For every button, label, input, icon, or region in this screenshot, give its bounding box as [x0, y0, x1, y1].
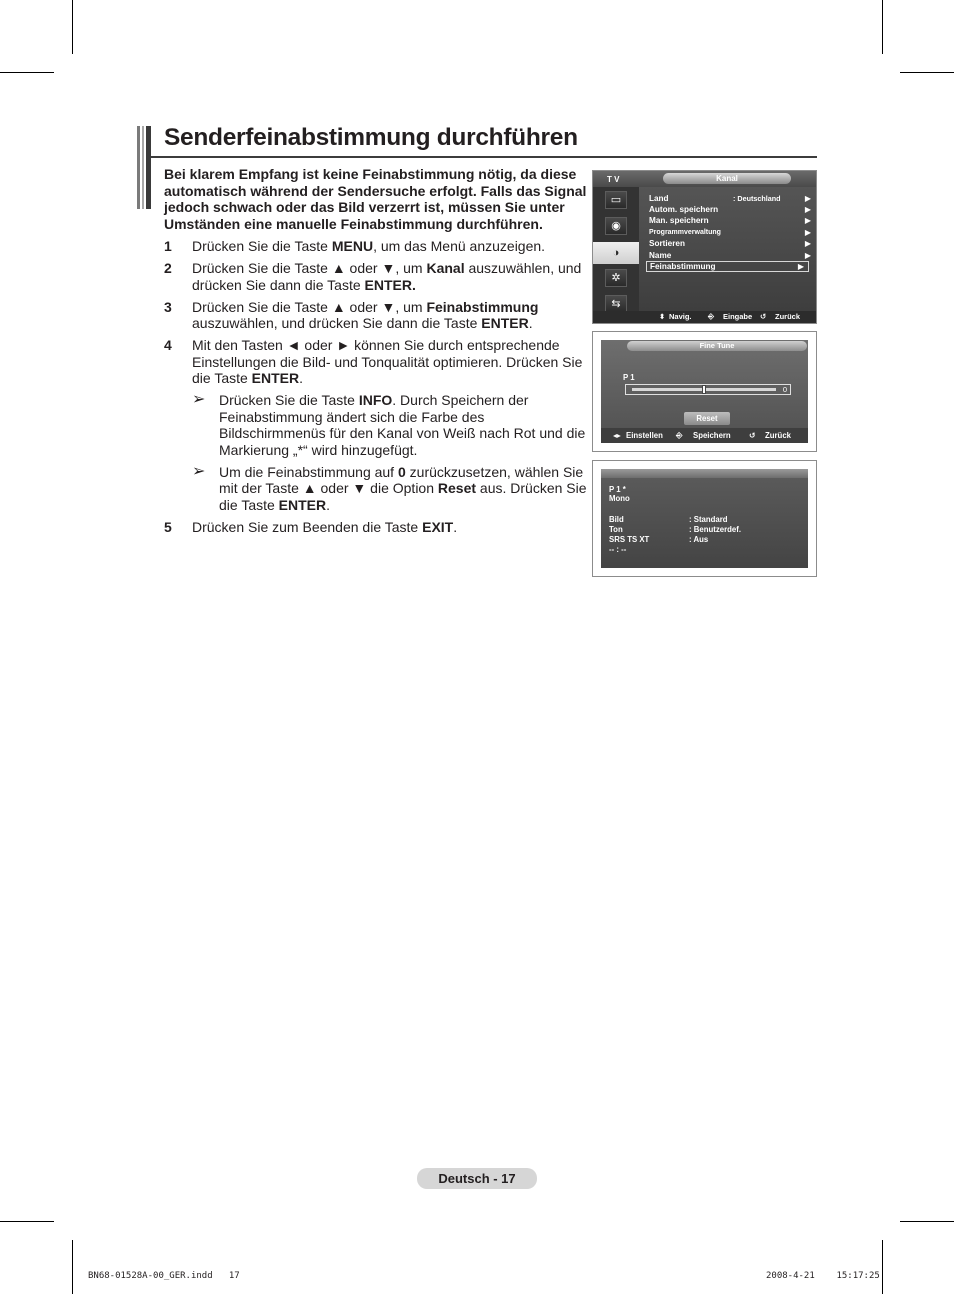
updown-icon: ⬍: [659, 312, 666, 321]
print-slug-date: 2008-4-21 15:17:25: [766, 1271, 880, 1281]
info-value-srs: : Aus: [689, 535, 709, 544]
arrow-right-icon: ▶: [804, 205, 811, 214]
arrow-right-icon: ▶: [804, 216, 811, 225]
osd-header: [593, 171, 816, 187]
channel-icon[interactable]: ◑: [593, 242, 639, 264]
osd-menu-title: Kanal: [663, 173, 791, 184]
osd-item-man-speichern[interactable]: Man. speichern ▶: [649, 216, 811, 225]
slider-value: 0: [782, 385, 787, 394]
osd-item-land[interactable]: Land : Deutschland ▶: [649, 194, 811, 203]
leftright-icon: ◂▸: [613, 431, 621, 440]
return-icon: ↺: [749, 431, 756, 440]
osd-footer: ◂▸ Einstellen ⎆ Speichern ↺ Zurück: [601, 428, 808, 443]
osd-item-feinabstimmung[interactable]: Feinabstimmung ▶: [646, 261, 809, 272]
arrow-right-icon: ▶: [804, 239, 811, 248]
osd-tv-label: T V: [607, 175, 620, 184]
osd-fine-tune: [592, 331, 817, 452]
osd-footer: ⬍ Navig. ⎆ Eingabe ↺ Zurück: [593, 311, 816, 323]
print-slug-file: BN68-01528A-00_GER.indd 17: [88, 1271, 240, 1281]
enter-icon: ⎆: [708, 312, 714, 321]
crop-mark: [72, 1240, 73, 1294]
return-icon: ↺: [760, 312, 767, 321]
info-label-ton: Ton: [609, 525, 623, 534]
note-arrow-icon: ➢: [192, 391, 206, 408]
picture-icon[interactable]: ▭: [605, 191, 627, 209]
arrow-right-icon: ▶: [804, 228, 811, 237]
osd-item-name[interactable]: Name ▶: [649, 251, 811, 260]
osd-item-sortieren[interactable]: Sortieren ▶: [649, 239, 811, 248]
crop-mark: [882, 1240, 883, 1294]
arrow-right-icon: ▶: [797, 262, 804, 271]
info-time: -- : --: [609, 545, 627, 554]
arrow-right-icon: ▶: [804, 251, 811, 260]
setup-icon[interactable]: ✲: [605, 269, 627, 287]
step-4: 4 Mit den Tasten ◄ oder ► können Sie durch entsprechende Einstellungen die Bild- und Tonqualität optimieren. Drücken Sie die Taste ENTER.: [164, 337, 583, 386]
osd-channel-menu: [592, 170, 817, 324]
osd-menu-list: [639, 187, 816, 311]
crop-mark: [900, 72, 954, 73]
input-icon[interactable]: ⇆: [605, 295, 627, 313]
osd-item-autom-speichern[interactable]: Autom. speichern ▶: [649, 205, 811, 214]
step-5: 5 Drücken Sie zum Beenden die Taste EXIT.: [164, 518, 458, 535]
slider-knob[interactable]: [702, 385, 706, 394]
page-number-badge: Deutsch - 17: [417, 1168, 537, 1189]
info-channel: P 1 *: [609, 485, 626, 494]
crop-mark: [0, 72, 54, 73]
step-2: 2 Drücken Sie die Taste ▲ oder ▼, um Kanal auszuwählen, und drücken Sie dann die Taste ENTER.: [164, 260, 582, 293]
crop-mark: [882, 0, 883, 54]
crop-mark: [0, 1221, 54, 1222]
info-sound-mode: Mono: [609, 494, 630, 503]
info-label-bild: Bild: [609, 515, 624, 524]
instructions: [164, 166, 589, 541]
arrow-right-icon: ▶: [804, 194, 811, 203]
info-value-ton: : Benutzerdef.: [689, 525, 741, 534]
intro-paragraph: Bei klarem Empfang ist keine Feinabstimmung nötig, da diese automatisch während der Sendersuche erfolgt. Falls das Signal jedoch schwach oder das Bild verzerrt ist, müssen Sie unter Umständen eine manuelle Feinabstimmung durchführen.: [164, 166, 587, 232]
step-1: 1 Drücken Sie die Taste MENU, um das Menü anzuzeigen.: [164, 238, 546, 254]
reset-button[interactable]: Reset: [684, 412, 730, 425]
note-info: ➢ Drücken Sie die Taste INFO. Durch Speichern der Feinabstimmung ändert sich die Farbe des Bildschirmmenüs für den Kanal von Weiß nach Rot und die Markierung „*“ wird hinzugefügt.: [192, 391, 586, 458]
info-value-bild: : Standard: [689, 515, 728, 524]
step-3: 3 Drücken Sie die Taste ▲ oder ▼, um Feinabstimmung auszuwählen, und drücken Sie dann die Taste ENTER.: [164, 298, 539, 331]
note-arrow-icon: ➢: [192, 462, 206, 480]
osd-icon-column: [593, 187, 639, 315]
crop-mark: [72, 0, 73, 54]
title-underline: [151, 156, 817, 158]
note-reset: ➢ Um die Feinabstimmung auf 0 zurückzusetzen, wählen Sie mit der Taste ▲ oder ▼ die Option Reset aus. Drücken Sie die Taste ENTER.: [192, 462, 587, 513]
fine-tune-slider[interactable]: [625, 384, 791, 395]
crop-mark: [900, 1221, 954, 1222]
page-title: Senderfeinabstimmung durchführen: [164, 124, 578, 151]
osd-channel-number: P 1: [623, 373, 635, 382]
section-marker-bar: [137, 126, 151, 209]
osd-channel-info: [592, 460, 817, 577]
sound-icon[interactable]: ◉: [605, 217, 627, 235]
osd-fine-tune-title: Fine Tune: [627, 341, 807, 351]
info-label-srs: SRS TS XT: [609, 535, 650, 544]
enter-icon: ⎆: [676, 431, 683, 440]
osd-item-programmverwaltung[interactable]: Programmverwaltung ▶: [649, 228, 811, 237]
